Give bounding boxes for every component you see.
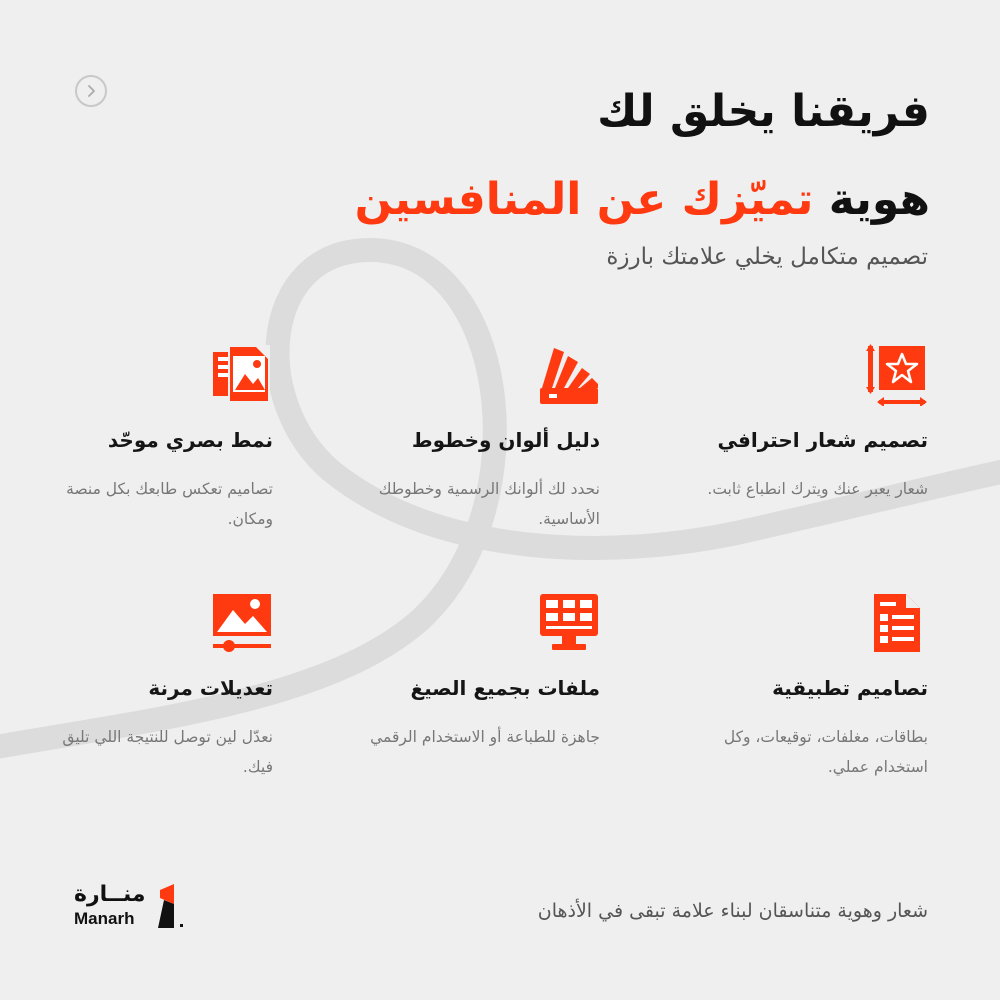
feature-title: تعديلات مرنة: [148, 676, 273, 700]
feature-card-applied-designs: [688, 592, 928, 782]
monitor-grid-icon: [538, 592, 600, 654]
feature-title: تصميم شعار احترافي: [717, 428, 928, 452]
chevron-right-icon: [85, 84, 97, 98]
logo-english-wordmark: Manarh: [74, 909, 135, 928]
next-button[interactable]: [75, 75, 107, 107]
feature-card-color-guide: [360, 344, 600, 534]
feature-description: تصاميم تعكس طابعك بكل منصة ومكان.: [66, 480, 273, 528]
feature-description: نعدّل لين توصل للنتيجة اللي تليق فيك.: [62, 728, 273, 776]
feature-title: ملفات بجميع الصيغ: [410, 676, 600, 700]
feature-card-logo-design: [688, 344, 928, 504]
brand-logo: [74, 882, 188, 930]
feature-card-visual-style: [33, 344, 273, 534]
main-heading: [130, 68, 930, 244]
heading-plain-word: هوية: [828, 174, 930, 225]
feature-title: تصاميم تطبيقية: [772, 676, 928, 700]
heading-line-1: فريقنا يخلق لك: [597, 86, 930, 137]
color-swatch-icon: [538, 344, 600, 406]
feature-description: شعار يعبر عنك ويترك انطباع ثابت.: [707, 480, 928, 498]
image-gallery-icon: [211, 344, 273, 406]
heading-accent-text: تميّزك عن المنافسين: [354, 174, 814, 225]
image-slider-icon: [211, 592, 273, 654]
feature-card-all-formats: [360, 592, 600, 752]
feature-title: دليل ألوان وخطوط: [411, 428, 600, 452]
footer-tagline: شعار وهوية متناسقان لبناء علامة تبقى في الأذهان: [537, 900, 928, 922]
feature-description: بطاقات، مغلفات، توقيعات، وكل استخدام عملي.: [723, 728, 928, 776]
lighthouse-logo-icon: [154, 884, 188, 928]
document-list-icon: [866, 592, 928, 654]
heading-line-2: [130, 156, 930, 244]
feature-title: نمط بصري موحّد: [107, 428, 273, 452]
feature-description: جاهزة للطباعة أو الاستخدام الرقمي: [370, 728, 600, 746]
feature-description: نحدد لك ألوانك الرسمية وخطوطك الأساسية.: [378, 480, 600, 528]
feature-card-flexible-edits: [33, 592, 273, 782]
star-artboard-icon: [866, 344, 928, 406]
subtitle: تصميم متكامل يخلي علامتك بارزة: [606, 244, 928, 270]
logo-arabic-wordmark: منــارة: [74, 882, 146, 907]
